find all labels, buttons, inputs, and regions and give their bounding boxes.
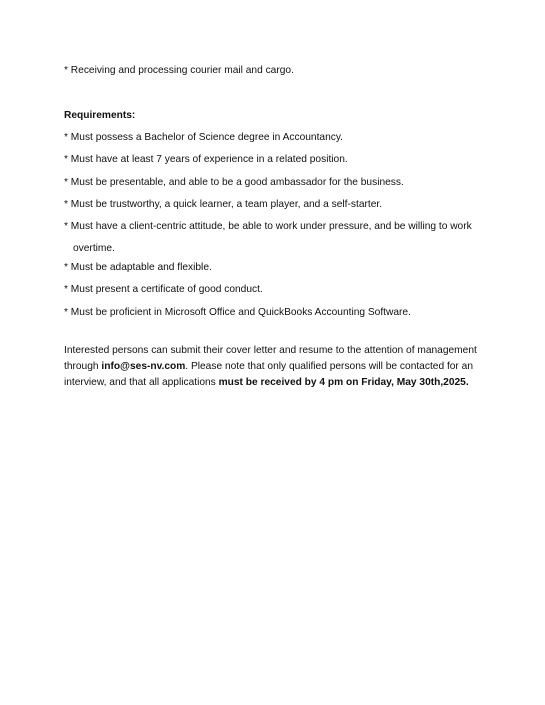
- requirement-item: * Must be proficient in Microsoft Office and QuickBooks Accounting Software.: [64, 306, 411, 318]
- requirement-item: * Must be adaptable and flexible.: [64, 261, 212, 273]
- application-deadline: must be received by 4 pm on Friday, May 30th,2025.: [218, 376, 469, 388]
- requirements-heading: Requirements:: [64, 110, 136, 121]
- document-content: [64, 64, 484, 401]
- requirement-item: * Must present a certificate of good conduct.: [64, 284, 263, 296]
- requirement-item: * Must have at least 7 years of experience in a related position.: [64, 154, 348, 166]
- requirement-item: * Must be trustworthy, a quick learner, a team player, and a self-starter.: [64, 199, 383, 211]
- contact-email: info@ses-nv.com: [101, 360, 186, 372]
- requirement-item: * Must possess a Bachelor of Science degree in Accountancy.: [64, 132, 343, 143]
- duty-item: * Receiving and processing courier mail and cargo.: [64, 65, 294, 76]
- requirements-list: [64, 131, 484, 319]
- application-instructions: [64, 343, 484, 392]
- instructions-text-part-1: Interested persons can submit their cover letter and resume to the attention of management through: [64, 344, 477, 372]
- requirement-item: * Must have a client-centric attitude, be able to work under pressure, and be willing to work overtime.: [64, 220, 472, 255]
- instructions-text-part-2: . Please note that only qualified persons will be contacted for an interview, and that all applications: [64, 360, 473, 388]
- requirement-item: * Must be presentable, and able to be a good ambassador for the business.: [64, 176, 404, 188]
